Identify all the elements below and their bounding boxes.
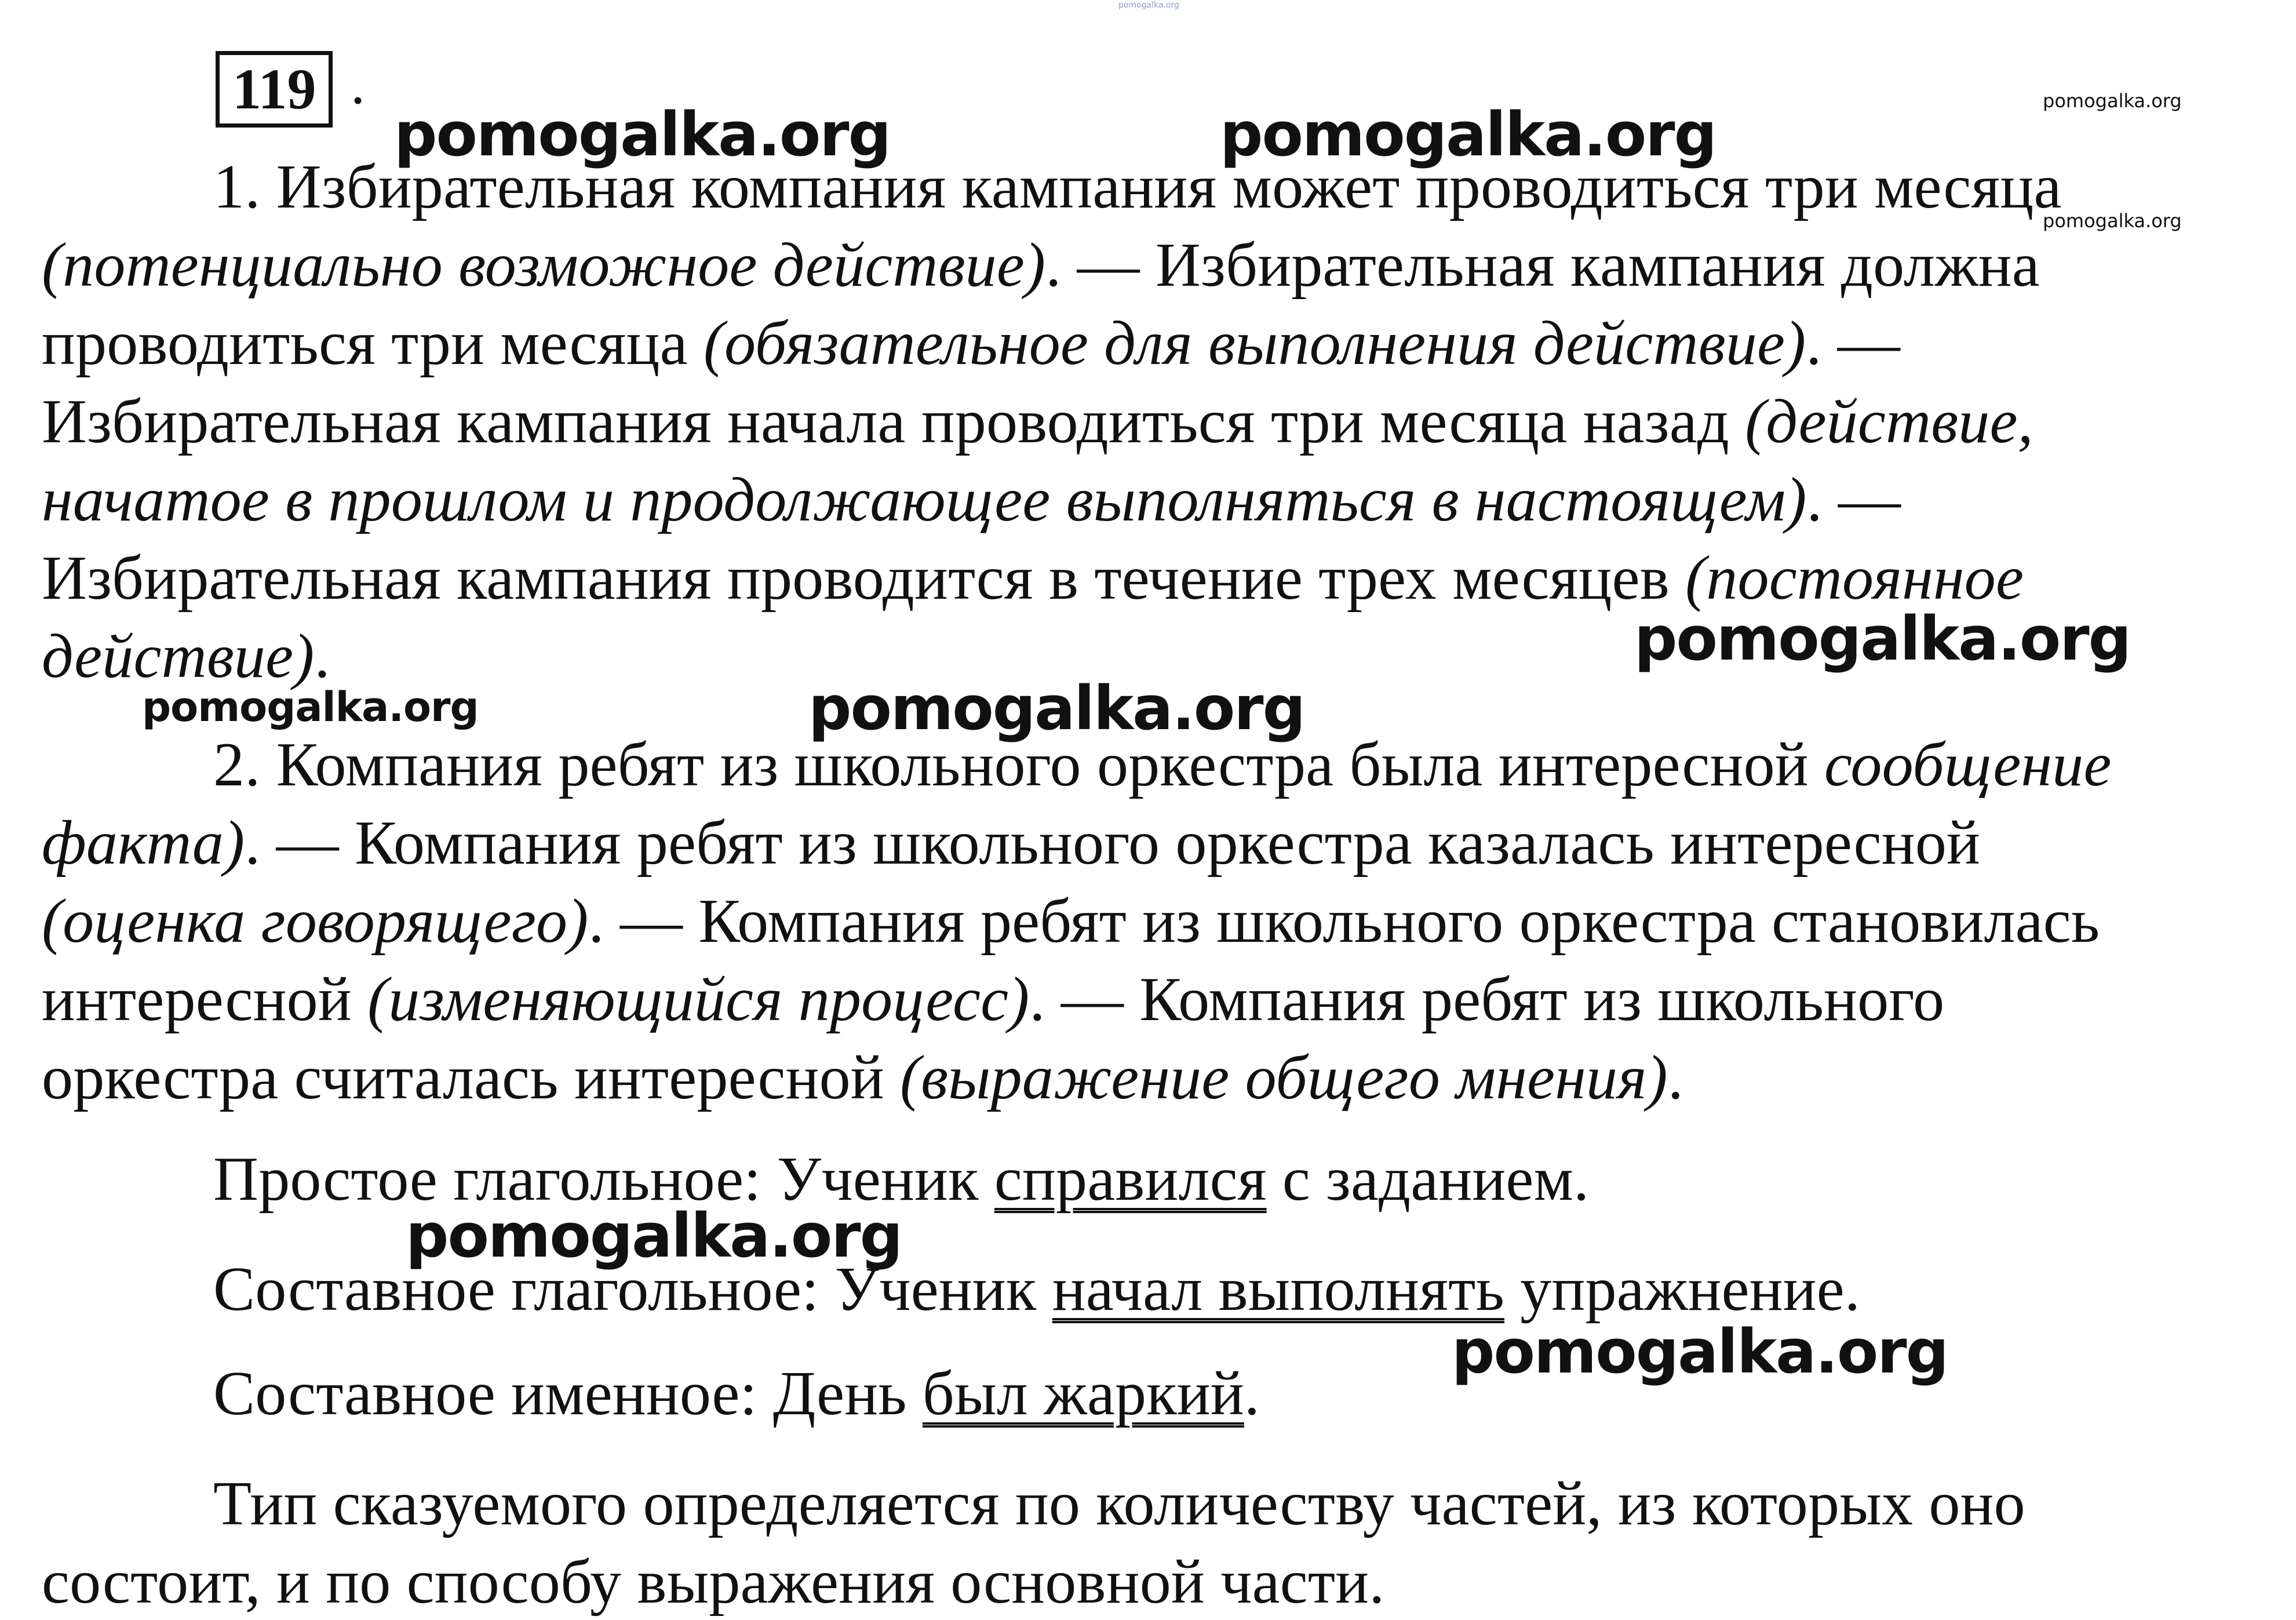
watermark-top-left: pomogalka.org [394, 99, 891, 170]
predicate-underlined: был жаркий [922, 1359, 1244, 1428]
p2-text: 2. Компания ребят из школьного оркестра была интересной [213, 730, 1824, 799]
exercise-number-dot: . [351, 52, 365, 116]
example-label: Составное именное: День [213, 1359, 923, 1428]
p2-note: (выражение общего мнения) [899, 1043, 1668, 1112]
p2-text: оркестра считалась интересной [42, 1043, 900, 1112]
conclusion-line-1: Тип сказуемого определяется по количеству частей, из которых оно [213, 1469, 2025, 1538]
p2-line-2 [42, 806, 1980, 881]
p1-line-5 [42, 463, 1901, 538]
p1-note: (обязательное для выполнения действие) [703, 309, 1806, 378]
p1-text: 1. Избирательная компания кампания может проводиться три месяца [213, 152, 2062, 221]
p2-text: . — Компания ребят из школьного оркестра казалась интересной [245, 809, 1981, 878]
p2-note: (оценка говорящего) [42, 887, 589, 956]
p2-line-5 [42, 1040, 1683, 1116]
p2-line-4 [42, 962, 1944, 1037]
p2-text: . — Компания ребят из школьного оркестра становилась [588, 887, 2100, 956]
p1-text: . — [1806, 465, 1901, 534]
watermark-lower-right: pomogalka.org [1452, 1316, 1948, 1387]
watermark-lower-left: pomogalka.org [406, 1200, 902, 1271]
p1-note: (действие, [1745, 387, 2033, 456]
watermark-mid-left: pomogalka.org [142, 683, 479, 731]
conclusion-line-2: состоит, и по способу выражения основной части. [42, 1548, 1385, 1617]
watermark-tiny: pomogalka.org [1118, 1, 1179, 10]
example-label: Простое глагольное: Ученик [213, 1145, 994, 1214]
p2-note: сообщение [1824, 730, 2112, 799]
example-text: упражнение. [1504, 1255, 1861, 1324]
predicate-underlined: справился [994, 1145, 1267, 1214]
p1-note: начатое в прошлом и продолжающее выполняться в настоящем) [42, 465, 1807, 534]
p2-note: (изменяющийся процесс) [367, 965, 1030, 1034]
p1-text: Избирательная кампания проводится в течение трех месяцев [42, 544, 1686, 613]
p2-note: факта) [42, 809, 245, 878]
p1-line-3 [42, 306, 1900, 381]
p1-line-2 [42, 228, 2040, 303]
watermark-right: pomogalka.org [2043, 210, 2182, 232]
watermark-mid-center: pomogalka.org [808, 673, 1305, 744]
p2-text: интересной [42, 965, 368, 1034]
exercise-number: 119 [216, 51, 333, 128]
watermark-mid-right: pomogalka.org [1634, 603, 2131, 674]
p1-text: . — Избирательная кампания должна [1045, 231, 2040, 300]
p1-text: Избирательная кампания начала проводиться три месяца назад [42, 387, 1745, 456]
p1-note: (постоянное [1685, 544, 2024, 613]
p2-line-3 [42, 884, 2100, 959]
predicate-underlined: начал выполнять [1052, 1255, 1505, 1324]
example-text: . [1244, 1359, 1260, 1428]
example-text: с заданием. [1266, 1145, 1590, 1214]
p2-text: . — Компания ребят из школьного [1029, 965, 1945, 1034]
watermark-top-center: pomogalka.org [1220, 99, 1716, 170]
p1-text: . [314, 622, 330, 691]
p1-line-4 [42, 384, 2033, 460]
watermark-top-right: pomogalka.org [2043, 90, 2182, 112]
p1-note: (потенциально возможное действие) [42, 231, 1046, 300]
p2-text: . [1667, 1043, 1684, 1112]
p1-text: проводиться три месяца [42, 309, 704, 378]
p1-note: действие) [42, 622, 315, 691]
p1-text: . — [1806, 309, 1900, 378]
example-label: Составное глагольное: Ученик [213, 1255, 1052, 1324]
example-compound-nominal [213, 1356, 1260, 1432]
